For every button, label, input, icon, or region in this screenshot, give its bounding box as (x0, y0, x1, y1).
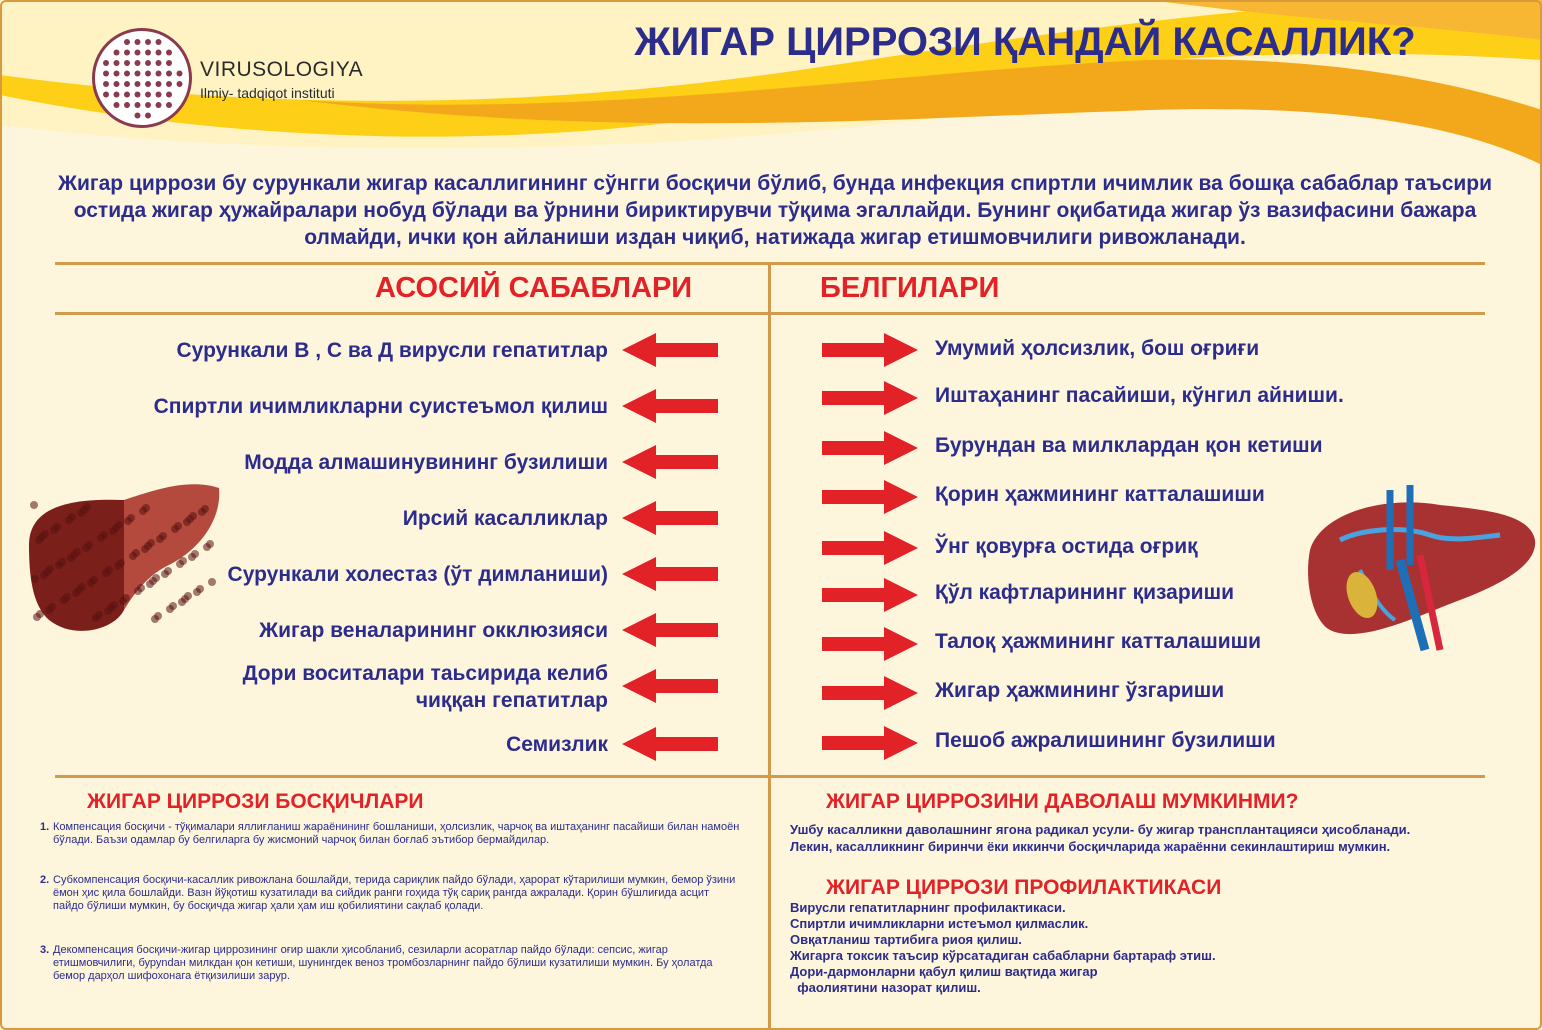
arrow-right-icon (822, 531, 918, 565)
cause-item: Семизлик (506, 733, 608, 756)
signs-title: БЕЛГИЛАРИ (820, 272, 1000, 304)
arrow-left-icon (622, 389, 718, 423)
stage-item (40, 821, 740, 847)
cause-item: Спиртли ичимликларни суистеъмол қилиш (153, 395, 608, 418)
cause-item: Сурункали В , С ва Д вирусли гепатитлар (176, 339, 608, 362)
arrow-left-icon (622, 445, 718, 479)
page-title: ЖИГАР ЦИРРОЗИ ҚАНДАЙ КАСАЛЛИК? (634, 20, 1416, 64)
stages-title: ЖИГАР ЦИРРОЗИ БОСҚИЧЛАРИ (87, 790, 424, 813)
arrow-left-icon (622, 669, 718, 703)
prevention-item: Дори-дармонларни қабул қилиш вақтида жигар (790, 964, 1098, 979)
liver-anatomy-icon (1300, 480, 1540, 660)
logo-title: VIRUSOLOGIYA (200, 58, 364, 81)
arrow-left-icon (622, 613, 718, 647)
sign-item: Пешоб ажралишининг бузилиши (935, 729, 1276, 752)
stage-text: Компенсация босқичи - тўқималари яллиғланиш жараёнининг бошланиши, ҳолсизлик, чарчоқ ва иштаҳанинг пасайиши билан намоён бўлади. Баъзи одамлар бу белгиларга бу жисмоний чарчоқ билан боғлаб эътибор бермайдилар. (53, 821, 740, 846)
sign-item: Умумий ҳолсизлик, бош оғриғи (935, 337, 1260, 360)
stage-item (40, 874, 740, 913)
arrow-left-icon (622, 501, 718, 535)
arrow-right-icon (822, 480, 918, 514)
prevention-item: Вирусли гепатитларнинг профилактикаси. (790, 900, 1066, 915)
arrow-right-icon (822, 431, 918, 465)
sign-item: Бурундан ва милклардан қон кетиши (935, 434, 1323, 457)
sign-item: Жигар ҳажмининг ўзгариши (935, 679, 1225, 702)
cause-item: Жигар веналарининг окклюзияси (259, 619, 608, 642)
treatment-text: Ушбу касалликни даволашнинг ягона радикал усули- бу жигар трансплантацияси ҳисобланади. Лекин, касалликнинг биринчи ёки иккинчи босқичларида жараённи секинлаштириш мумкин. (790, 822, 1411, 854)
intro-paragraph: Жигар циррози бу сурункали жигар касаллигининг сўнгги босқичи бўлиб, бунда инфекция спиртли ичимлик ва бошқа сабаблар таъсири остида жигар ҳужайралари нобуд бўлади ва ўрнини бириктирувчи тўқима эгаллайди. Бунинг оқибатида жигар ўз вазифасини бажара олмайди, ички қон айланиши издан чиқиб, натижада жигар етишмовчилиги ривожланади. (57, 172, 1493, 249)
arrow-right-icon (822, 578, 918, 612)
causes-title: АСОСИЙ САБАБЛАРИ (375, 272, 693, 304)
arrow-right-icon (822, 381, 918, 415)
sign-item: Талоқ ҳажмининг катталашиши (935, 630, 1262, 653)
sign-item: Ўнг қовурға остида оғриқ (935, 535, 1198, 558)
sign-item: Иштаҳанинг пасайиши, кўнгил айниши. (935, 384, 1344, 407)
prevention-title: ЖИГАР ЦИРРОЗИ ПРОФИЛАКТИКАСИ (826, 876, 1222, 899)
prevention-item: Спиртли ичимликларни истеъмол қилмаслик. (790, 916, 1089, 931)
virus-logo-icon (92, 28, 192, 128)
stage-item (40, 944, 740, 983)
arrow-right-icon (822, 627, 918, 661)
sign-item: Қорин ҳажмининг катталашиши (935, 483, 1265, 506)
arrow-right-icon (822, 726, 918, 760)
arrow-left-icon (622, 333, 718, 367)
stage-number: 1. (40, 821, 50, 833)
stage-number: 2. (40, 874, 50, 886)
cause-item: Ирсий касалликлар (402, 507, 608, 530)
divider-vertical (768, 262, 771, 1030)
stage-text: Субкомпенсация босқичи-касаллик ривожлана бошлайди, терида сариқлик пайдо бўлади, ҳарорат кўтарилиши мумкин, бемор ўзини ёмон ҳис қила бошлайди. Вазн йўқотиш кузатилади ва сийдик ранги гоҳида тўқ сариқ рангда ажралади. Қорин бўшлиғида асцит пайдо бўлиши мумкин, бу босқичда жигар ҳали ҳам иш қобилиятини сақлаб қолади. (53, 874, 736, 912)
cirrhotic-liver-icon (24, 470, 224, 640)
cause-item: Дори воситалари таьсирида келиб чиққан гепатитлар (242, 662, 608, 712)
arrow-left-icon (622, 557, 718, 591)
prevention-item: Овқатланиш тартибига риоя қилиш. (790, 932, 1022, 947)
institute-logo (92, 28, 364, 136)
stage-text: Декомпенсация босқичи-жигар циррозининг оғир шакли ҳисобланиб, сезиларли асоратлар пайдо бўлади: сепсис, жигар етишмовчилиги, буруndан милкдан қон кетиши, шунингдек веноз тромбозларнинг пайдо бўлиши кузатилиши мумкин. Бу ҳолатда бемор дарҳол шифохонага ётқизилиши зарур. (53, 944, 713, 982)
prevention-item: Жигарга токсик таъсир кўрсатадиган сабабларни бартараф этиш. (790, 948, 1216, 963)
treatment-title: ЖИГАР ЦИРРОЗИНИ ДАВОЛАШ МУМКИНМИ? (826, 790, 1299, 813)
stage-number: 3. (40, 944, 50, 956)
arrow-left-icon (622, 727, 718, 761)
arrow-right-icon (822, 333, 918, 367)
arrow-right-icon (822, 676, 918, 710)
sign-item: Қўл кафтларининг қизариши (935, 581, 1234, 604)
cause-item: Модда алмашинувининг бузилиши (244, 451, 608, 474)
prevention-item: фаолиятини назорат қилиш. (790, 980, 981, 995)
prevention-list (790, 900, 1430, 996)
logo-subtitle: Ilmiy- tadqiqot instituti (200, 85, 335, 101)
cause-item: Сурункали холестаз (ўт димланиши) (227, 563, 608, 586)
